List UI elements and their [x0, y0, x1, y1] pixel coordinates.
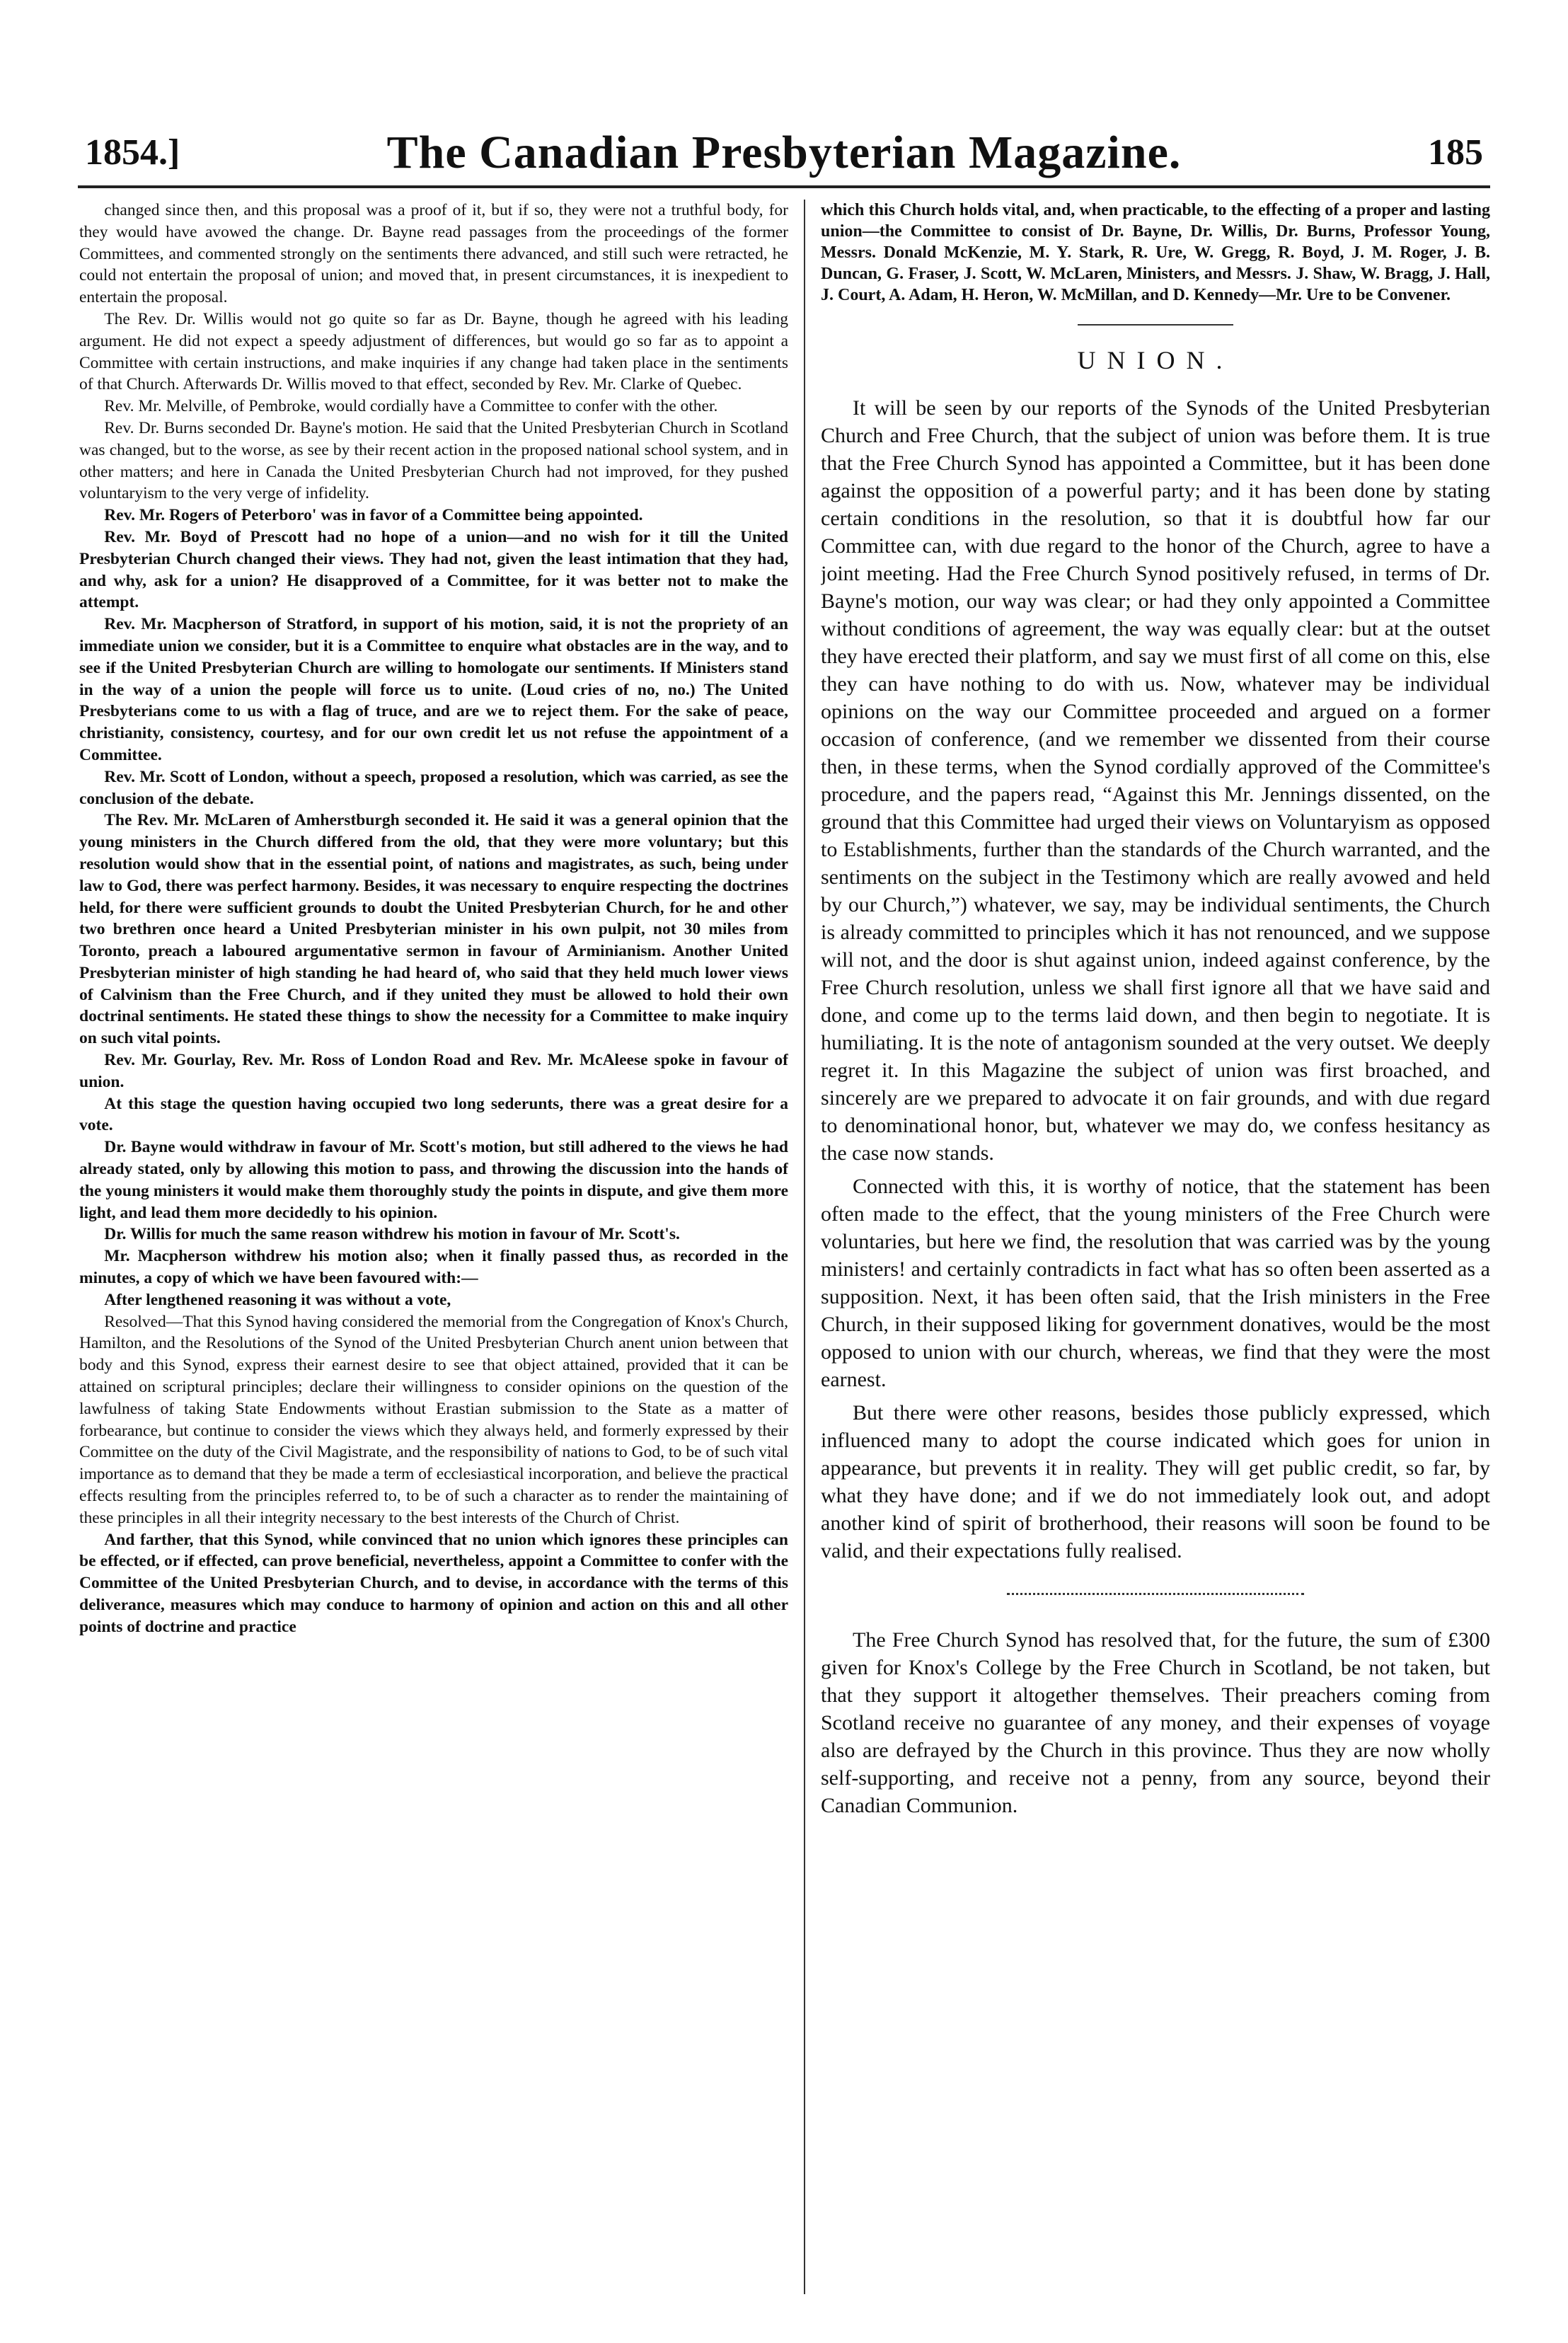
union-paragraph-2: Connected with this, it is worthy of notice, that the statement has been often made to the effect, that the young ministers of the Free Church were voluntaries, but here we find, the resolution that was carried was by the young ministers! and certainly contradicts in fact what has so often been asserted as a supposition. Next, it has been often said, that the Irish ministers in the Free Church, in their supposed liking for government donatives, would be the most opposed to union with our church, whereas, we find that they were the most earnest.	[821, 1175, 1490, 1391]
left-column	[79, 200, 788, 2308]
magazine-title: The Canadian Presbyterian Magazine.	[386, 127, 1182, 178]
synod-report-paragraph: Rev. Mr. Gourlay, Rev. Mr. Ross of London Road and Rev. Mr. McAleese spoke in favour of union.	[79, 1051, 788, 1091]
page-number: 185	[1428, 132, 1483, 173]
page-header	[85, 126, 1483, 183]
synod-report-paragraph: And farther, that this Synod, while convinced that no union which ignores these principles can be effected, or if effected, can prove beneficial, nevertheless, appoint a Committee to confer with the Committee of the United Presbyterian Church, and to devise, in accordance with the terms of this deliverance, measures which may conduce to harmony of opinion and action on this and all other points of doctrine and practice	[79, 1530, 788, 1636]
synod-report-paragraph: Rev. Mr. Scott of London, without a speech, proposed a resolution, which was carried, as see the conclusion of the debate.	[79, 767, 788, 808]
synod-report-paragraph: Rev. Mr. Boyd of Prescott had no hope of a union—and no wish for it till the United Presbyterian Church changed their views. They had not, given the least intimation that they had, and why, ask for a union? He disapproved of a Committee, for it was better not to make the attempt.	[79, 527, 788, 612]
header-rule	[78, 185, 1490, 188]
synod-report-paragraph: Mr. Macpherson withdrew his motion also; when it finally passed thus, as recorded in the minutes, a copy of which we have been favoured with:—	[79, 1247, 788, 1288]
synod-report-paragraph: Dr. Bayne would withdraw in favour of Mr. Scott's motion, but still adhered to the views he had already stated, only by allowing this motion to pass, and throwing the discussion into the hands of the young ministers it would make them thoroughly study the points in dispute, and give them more light, and lead them more decidedly to his opinion.	[79, 1138, 788, 1222]
column-divider	[804, 200, 805, 2294]
synod-report-paragraph: The Rev. Dr. Willis would not go quite so far as Dr. Bayne, though he agreed with his leading argument. He did not expect a speedy adjustment of differences, but would go so far as to appoint a Committee with certain instructions, and make inquiries if any change had taken place in the sentiments of that Church. Afterwards Dr. Willis moved to that effect, seconded by Rev. Mr. Clarke of Quebec.	[79, 309, 788, 394]
synod-report-paragraph: At this stage the question having occupied two long sederunts, there was a great desire for a vote.	[79, 1094, 788, 1135]
dotted-divider	[1007, 1593, 1304, 1595]
header-year: 1854.]	[85, 132, 180, 173]
committee-continuation: which this Church holds vital, and, when practicable, to the effecting of a proper and lasting union—the Committee to consist of Dr. Bayne, Dr. Willis, Dr. Burns, Professor Young, Messrs. Donald McKenzie, M. Y. Stark, R. Ure, W. Gregg, R. Boyd, J. M. Roger, J. B. Duncan, G. Fraser, J. Scott, W. McLaren, Ministers, and Messrs. J. Shaw, W. Bragg, J. Hall, J. Court, A. Adam, H. Heron, W. McMillan, and D. Kennedy—Mr. Ure to be Convener.	[821, 201, 1490, 304]
synod-report-paragraph: Rev. Mr. Melville, of Pembroke, would cordially have a Committee to confer with the other.	[104, 397, 718, 416]
synod-report-paragraph: After lengthened reasoning it was without a vote,	[104, 1290, 451, 1309]
union-paragraph-3: But there were other reasons, besides those publicly expressed, which influenced many to adopt the course indicated which goes for union in appearance, but prevents it in reality. They will get public credit, so far, by what they have done; and if we do not immediately look out, and adopt another kind of spirit of brotherhood, their reasons will soon be found to be valid, and their expectations fully realised.	[821, 1401, 1490, 1562]
synod-report-paragraph: Rev. Dr. Burns seconded Dr. Bayne's motion. He said that the United Presbyterian Church in Scotland was changed, but to the worse, as see by their recent action in the proposed national school system, and in other matters; and here in Canada the United Presbyterian Church had not improved, for they pushed voluntaryism to the very verge of infidelity.	[79, 418, 788, 503]
synod-report-paragraph: Rev. Mr. Macpherson of Stratford, in support of his motion, said, it is not the propriety of an immediate union we consider, but it is a Committee to enquire what obstacles are in the way, and to see if the United Presbyterian Church are willing to homologate our sentiments. If Ministers stand in the way of a union the people will force us to unite. (Loud cries of no, no.) The United Presbyterians come to us with a flag of truce, and are we to reject them. For the sake of peace, christianity, consistency, courtesy, and for our own credit let us not refuse the appointment of a Committee.	[79, 615, 788, 764]
union-paragraph-1: It will be seen by our reports of the Synods of the United Presbyterian Church and Free Church, that the subject of union was before them. It is true that the Free Church Synod has appointed a Committee, but it has been done against the opposition of a powerful party; and it has been done by stating certain conditions in the resolution, so that it is doubtful how far our Committee can, with due regard to the honor of the Church, agree to have a joint meeting. Had the Free Church Synod positively refused, in terms of Dr. Bayne's motion, our way was clear; or had they only appointed a Committee without conditions of agreement, the way was equally clear: but at the outset they have erected their platform, and say we must first of all come on this, else they can have nothing to do with us. Now, whatever may be individual opinions on the way our Committee proceeded and argued on a former occasion of conference, (and we remember we dissented from their course then, in these terms, when the Synod cordially approved of the Committee's procedure, and the papers read, “Against this Mr. Jennings dissented, on the ground that this Committee had urged their views on Voluntaryism as opposed to Establishments, further than the standards of the Church warranted, and the sentiments on the subject in the Testimony which are really avowed and held by our Church,”) whatever, we say, may be individual sentiments, the Church is already committed to principles which it has not renounced, and we suppose will not, and the door is shut against union, indeed against conference, by the Free Church resolution, unless we shall first ignore all that we have said and done, and come up to the terms laid down, and then begin to negotiate. It is humiliating. It is the note of antagonism sounded at the very outset. We deeply regret it. In this Magazine the subject of union was first broached, and sincerely are we prepared to advocate it on fair grounds, and with due regard to denominational honor, but, whatever we may do, we confess hesitancy as the case now stands.	[821, 396, 1490, 1165]
section-divider	[1078, 324, 1233, 326]
right-column	[821, 200, 1490, 2308]
section-title: UNION.	[1077, 346, 1234, 374]
synod-report-paragraph: Dr. Willis for much the same reason withdrew his motion in favour of Mr. Scott's.	[104, 1225, 680, 1244]
synod-report-paragraph: Resolved—That this Synod having considered the memorial from the Congregation of Knox's Church, Hamilton, and the Resolutions of the Synod of the United Presbyterian Church anent union between that body and this Synod, express their earnest desire to see that object attained, provided that it can be attained on scriptural principles; declare their willingness to consider opinions on the question of the lawfulness of taking State Endowments without Erastian submission to the State as a matter of forbearance, but continue to consider the views which they always held, and formerly expressed by their Committee on the duty of the Civil Magistrate, and the responsibility of nations to God, to be of such vital importance as to demand that they be made a term of ecclesiastical incorporation, and believe the practical effects resulting from the principles referred to, to be of such a character as to render the maintaining of these principles in all their integrity necessary to the best interests of the Church of Christ.	[79, 1312, 788, 1527]
synod-report-paragraph: changed since then, and this proposal was a proof of it, but if so, they were not a truthful body, for they would have avowed the change. Dr. Bayne read passages from the proceedings of the former Committees, and commented strongly on the sentiments there advanced, and still such were retracted, he could not entertain the proposal of union; and moved that, in present circumstances, it is inexpedient to entertain the proposal.	[79, 201, 788, 307]
synod-report-paragraph: Rev. Mr. Rogers of Peterboro' was in favor of a Committee being appointed.	[104, 506, 643, 525]
knox-college-paragraph: The Free Church Synod has resolved that, for the future, the sum of £300 given for Knox's College by the Free Church in Scotland, be not taken, but that they support it altogether themselves. Their preachers coming from Scotland receive no guarantee of any money, and their expenses of voyage also are defrayed by the Church in this province. Thus they are now wholly self-supporting, and receive not a penny, from any source, beyond their Canadian Communion.	[821, 1628, 1490, 1817]
synod-report-paragraph: The Rev. Mr. McLaren of Amherstburgh seconded it. He said it was a general opinion that the young ministers in the Church differed from the old, that they were more voluntary; but this resolution would show that in the essential point, of nations and magistrates, as such, being under law to God, there was perfect harmony. Besides, it was necessary to enquire respecting the doctrines held, for there were sufficient grounds to doubt the United Presbyterian Church, for he and other two brethren once heard a United Presbyterian minister in his own pulpit, not 30 miles from Toronto, preach a laboured argumentative sermon in favour of Arminianism. Another United Presbyterian minister of high standing he had heard of, who said that they held much lower views of Calvinism than the Free Church, and if they united they must be allowed to hold their own doctrinal sentiments. He stated these things to show the necessity for a Committee to make inquiry on such vital points.	[79, 811, 788, 1048]
